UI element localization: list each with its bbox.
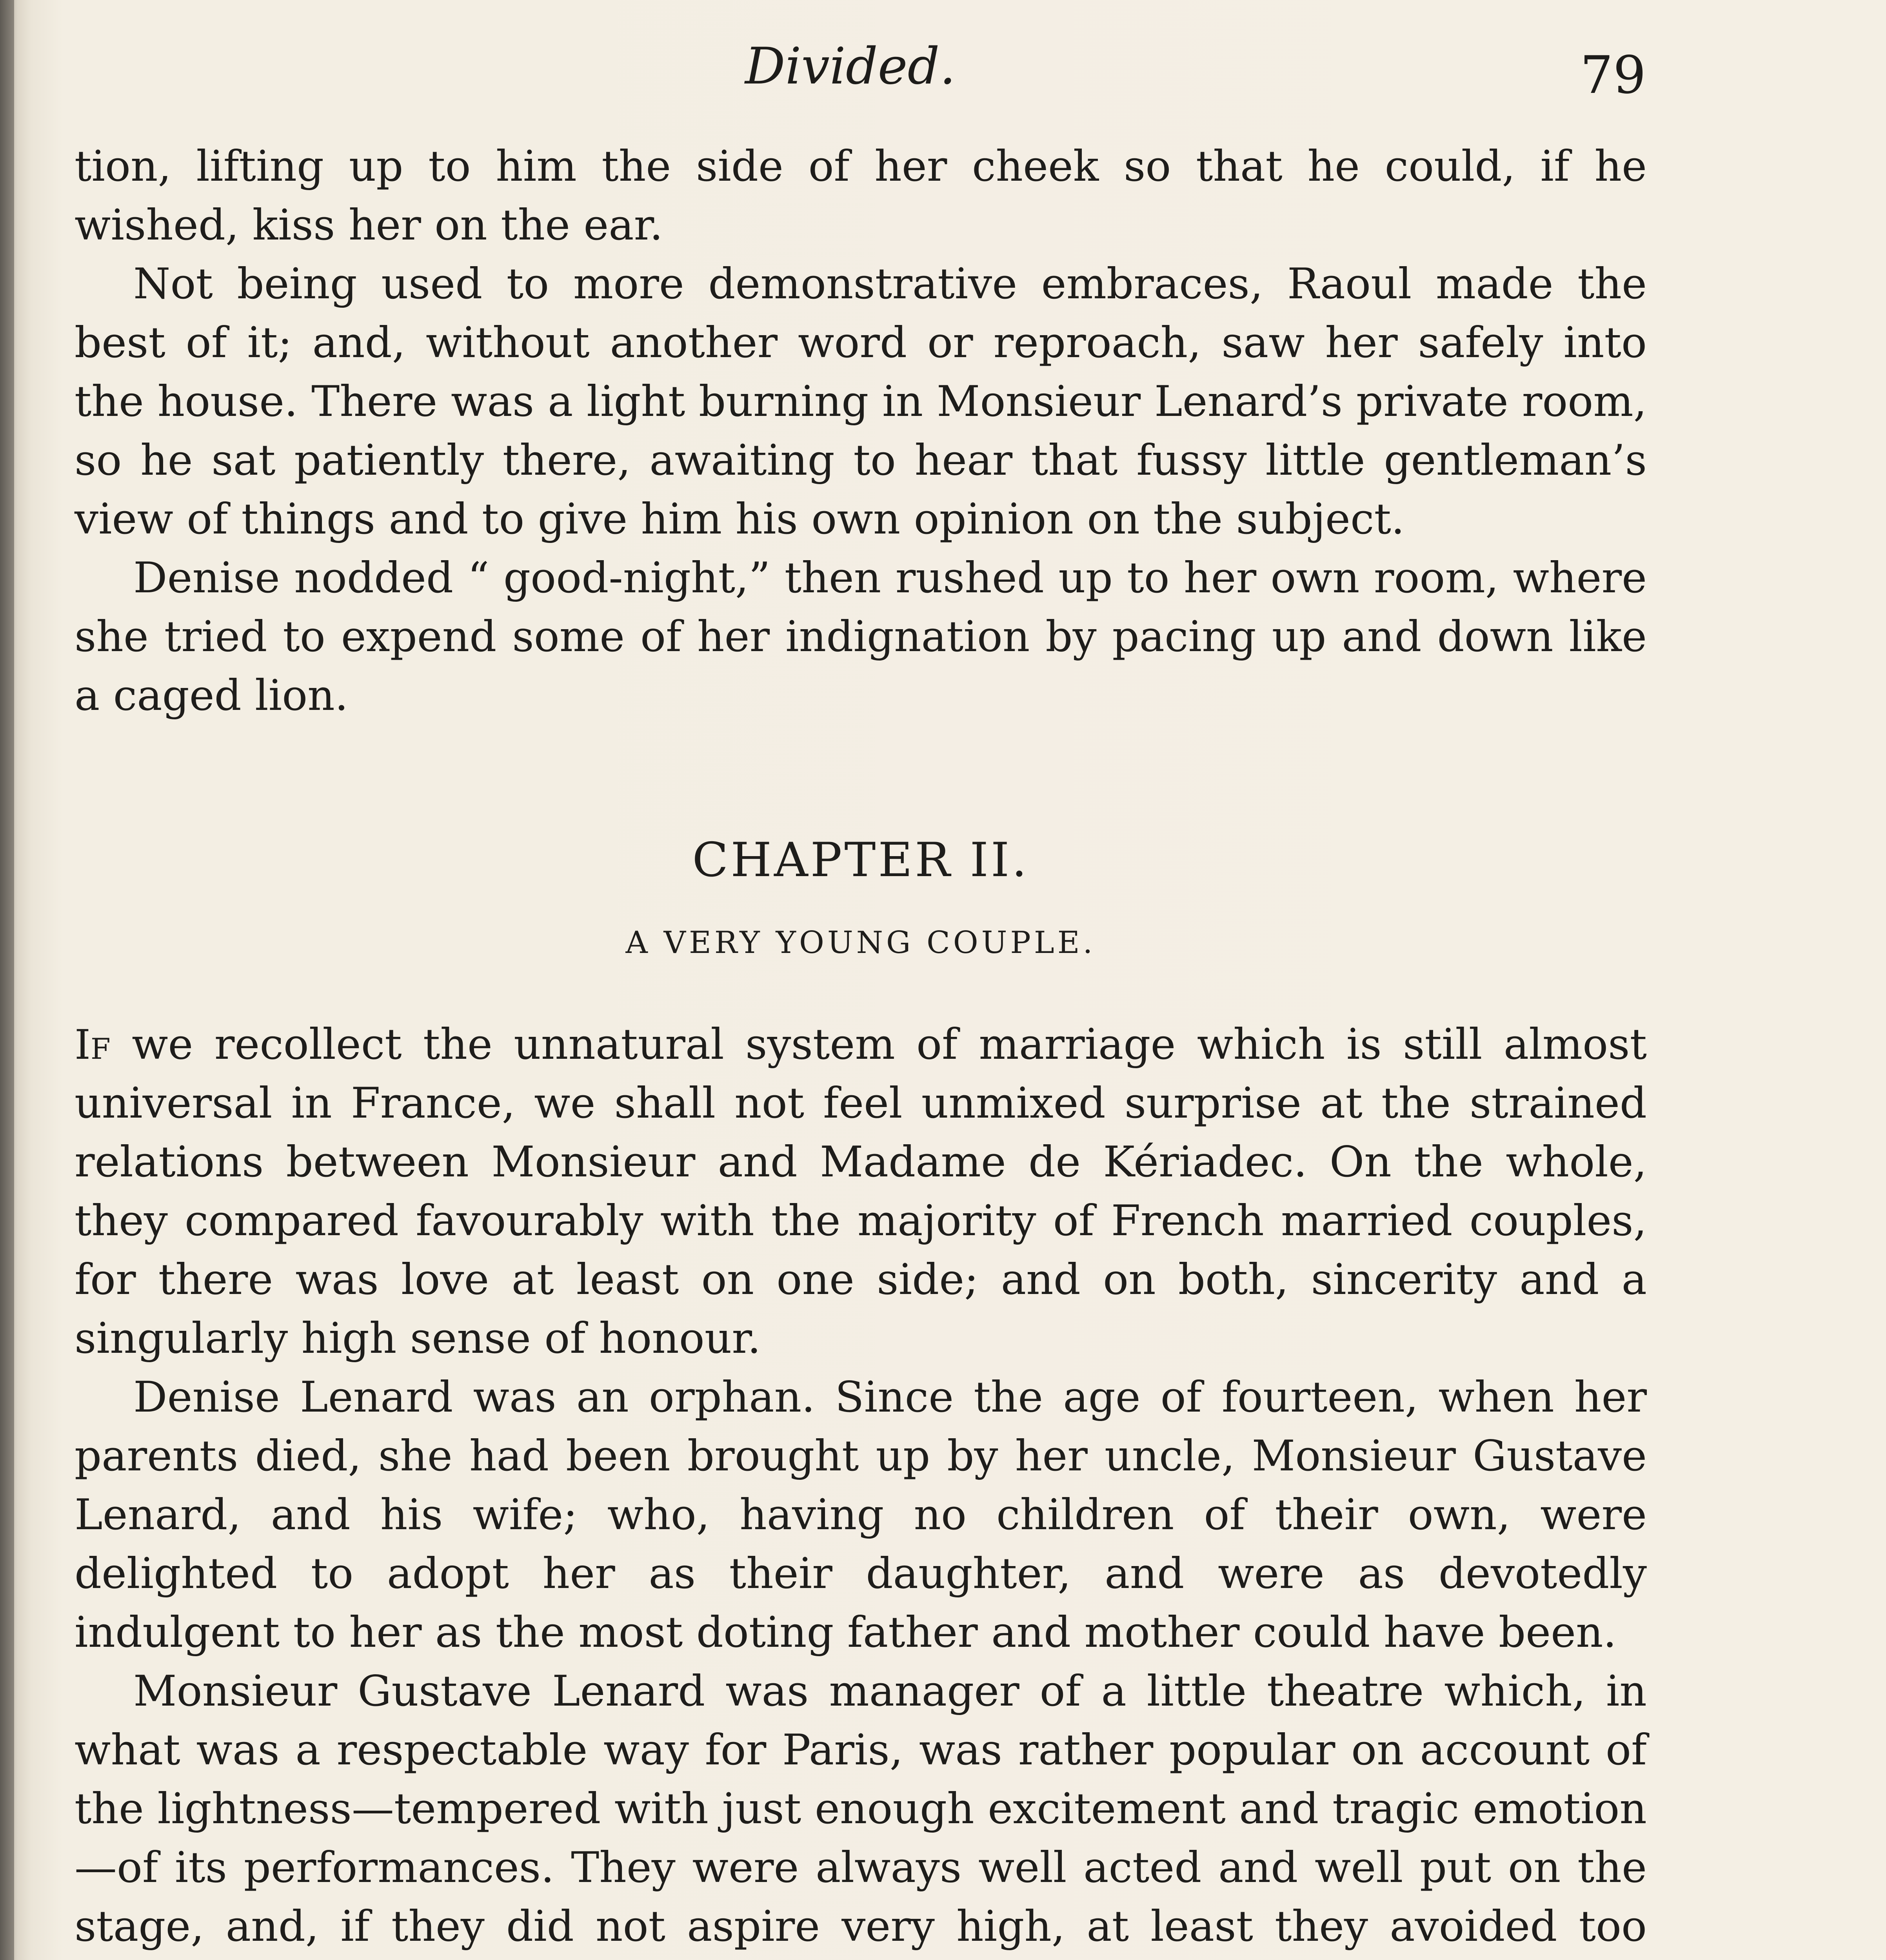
book-spine-shadow [0, 0, 14, 1960]
chapter-title: CHAPTER II. [692, 833, 1029, 887]
paragraph: Monsieur Gustave Lenard was manager of a little theatre which, in what was a respectable way for Paris, was rather popular on account of the lightness—tempered with just enough excitement and tragic emotion—of its performances. They were always well acted and well put on the stage, and, if they did not aspire very high, at least they avoided too [74, 1667, 1647, 1951]
body-text [74, 137, 1647, 1960]
paragraph: Not being used to more demonstrative embraces, Raoul made the best of it; and, without another word or reproach, saw her safely into the house. There was a light burning in Monsieur Lenard’s private room, so he sat patiently there, awaiting to hear that fussy little gentleman’s view of things and to give him his own opinion on the subject. [74, 260, 1647, 544]
paragraph-continued: tion, lifting up to him the side of her cheek so that he could, if he wished, kiss her on the ear. [74, 142, 1647, 250]
running-head [0, 37, 1886, 108]
opening-word: If [74, 1021, 111, 1069]
page-number: 79 [1580, 45, 1646, 105]
opening-paragraph-text: we recollect the unnatural system of marriage which is still almost universal in France, we shall not feel unmixed surprise at the strained relations between Monsieur and Madame de Kériadec. On the whole, they compared favourably with the majority of French married couples, for there was love at least on one side; and on both, sincerity and a singularly high sense of honour. [74, 1020, 1647, 1363]
running-title: Divided. [745, 37, 956, 96]
chapter-subtitle: A VERY YOUNG COUPLE. [625, 925, 1096, 960]
paragraph: Denise Lenard was an orphan. Since the age of fourteen, when her parents died, she had been brought up by her uncle, Monsieur Gustave Lenard, and his wife; who, having no children of their own, were delighted to adopt her as their daughter, and were as devotedly indulgent to her as the most doting father and mother could have been. [74, 1373, 1647, 1657]
paragraph: Denise nodded “ good-night,” then rushed up to her own room, where she tried to expend some of her indignation by pacing up and down like a caged lion. [74, 554, 1647, 720]
chapter-opening-paragraph [74, 1015, 1647, 1368]
